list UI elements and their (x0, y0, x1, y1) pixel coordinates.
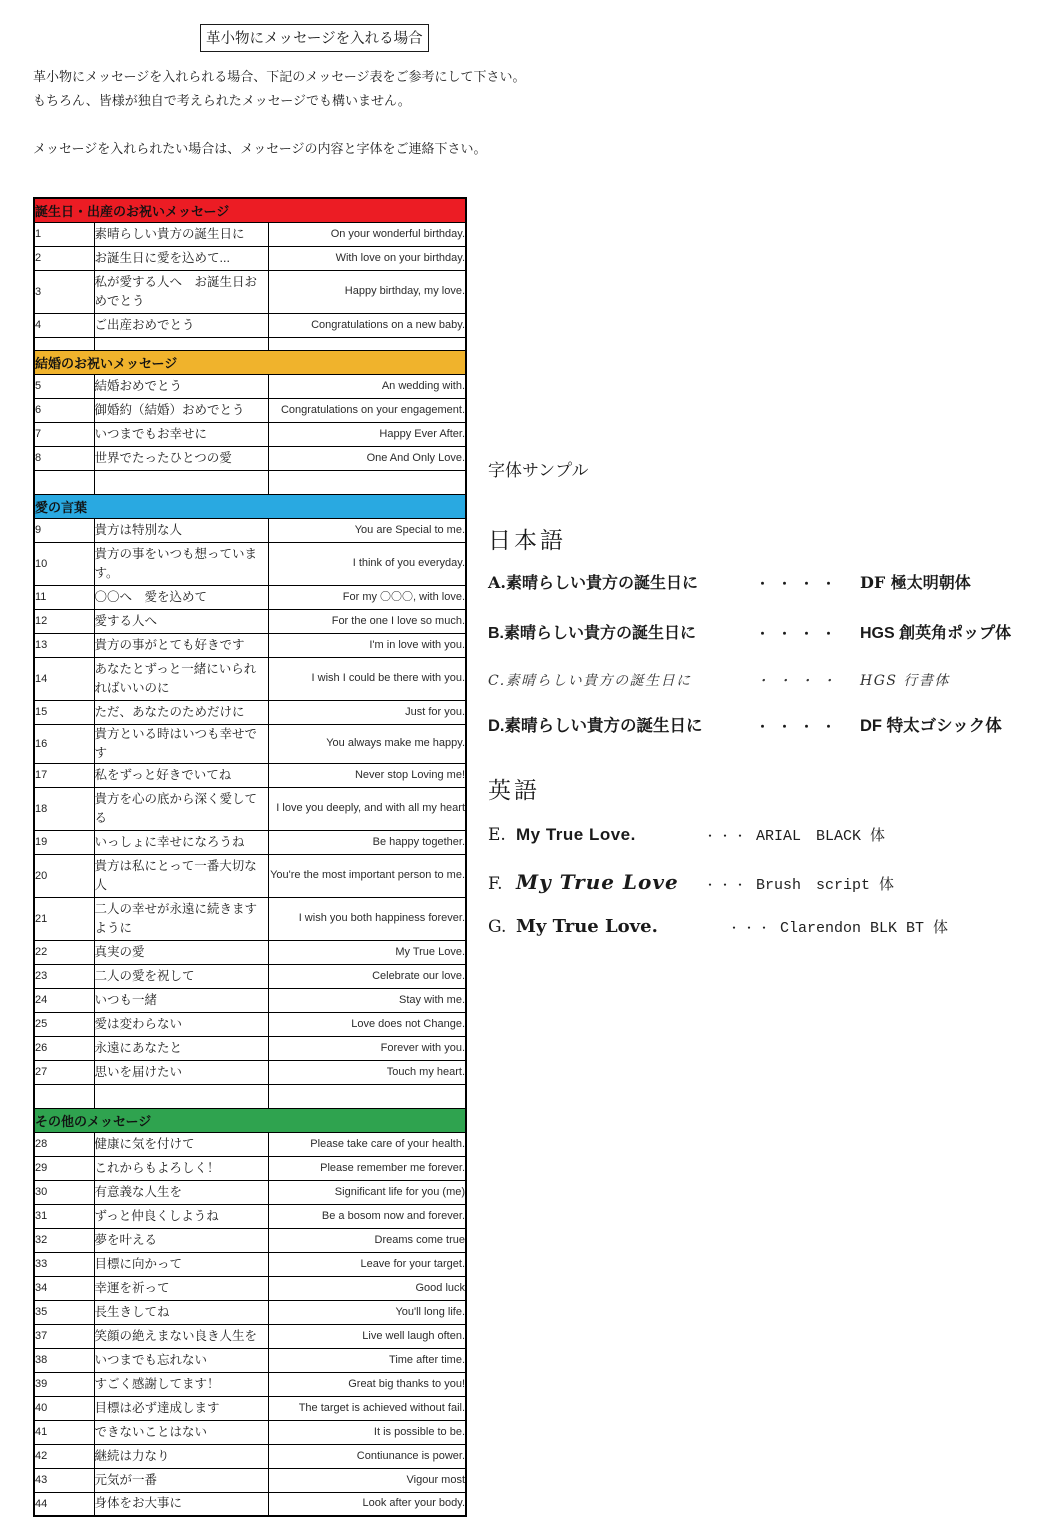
en-message-cell: Leave for your target. (268, 1252, 466, 1276)
en-message-cell: Never stop Loving me! (268, 763, 466, 787)
jp-font-sample-line (488, 620, 1011, 643)
en-message-cell: I wish I could be there with you. (268, 657, 466, 700)
row-number-cell: 18 (34, 787, 94, 830)
row-number-cell: 32 (34, 1228, 94, 1252)
row-number-cell: 23 (34, 964, 94, 988)
message-table (33, 197, 467, 1517)
en-message-cell: Great big thanks to you! (268, 1372, 466, 1396)
jp-message-cell: 愛は変わらない (94, 1012, 268, 1036)
row-number-cell: 30 (34, 1180, 94, 1204)
en-message-cell: I wish you both happiness forever. (268, 897, 466, 940)
en-message-cell: Celebrate our love. (268, 964, 466, 988)
table-row (34, 1492, 466, 1516)
jp-message-cell: 有意義な人生を (94, 1180, 268, 1204)
table-row (34, 1300, 466, 1324)
en-message-cell: Touch my heart. (268, 1060, 466, 1084)
en-message-cell (268, 470, 466, 494)
row-number-cell: 31 (34, 1204, 94, 1228)
row-number-cell: 17 (34, 763, 94, 787)
jp-message-cell: 目標に向かって (94, 1252, 268, 1276)
table-row (34, 609, 466, 633)
intro-gap (33, 114, 633, 138)
en-message-cell: Happy Ever After. (268, 422, 466, 446)
table-row (34, 940, 466, 964)
table-row (34, 1372, 466, 1396)
en-message-cell: I think of you everyday. (268, 542, 466, 585)
empty-row (34, 337, 466, 350)
jp-message-cell: あなたとずっと一緒にいられればいいのに (94, 657, 268, 700)
en-message-cell: The target is achieved without fail. (268, 1396, 466, 1420)
table-row (34, 988, 466, 1012)
jp-message-cell: 笑顔の絶えまない良き人生を (94, 1324, 268, 1348)
intro-line-2: もちろん、皆様が独自で考えられたメッセージでも構いません。 (33, 94, 411, 109)
en-message-cell: Just for you. (268, 700, 466, 724)
row-number-cell: 14 (34, 657, 94, 700)
jp-message-cell: 〇〇へ 愛を込めて (94, 585, 268, 609)
en-message-cell: Happy birthday, my love. (268, 270, 466, 313)
intro-line-1: 革小物にメッセージを入れられる場合、下記のメッセージ表をご参考にして下さい。 (33, 70, 526, 85)
table-row (34, 1228, 466, 1252)
table-row (34, 1204, 466, 1228)
sample-letter: G. (488, 917, 507, 937)
table-row (34, 374, 466, 398)
row-number-cell: 44 (34, 1492, 94, 1516)
jp-message-cell: 夢を叶える (94, 1228, 268, 1252)
section-header-label: その他のメッセージ (34, 1108, 466, 1132)
dots-separator: ・・・・ (756, 719, 845, 734)
section-header-row (34, 198, 466, 222)
table-row (34, 964, 466, 988)
jp-message-cell: 幸運を祈って (94, 1276, 268, 1300)
en-message-cell: Congratulations on your engagement. (268, 398, 466, 422)
sample-font-name: Clarendon BLK BT 体 (780, 920, 949, 937)
en-message-cell: On your wonderful birthday. (268, 222, 466, 246)
section-header-row (34, 494, 466, 518)
en-message-cell: I love you deeply, and with all my heart (268, 787, 466, 830)
section-header-row (34, 350, 466, 374)
row-number-cell: 33 (34, 1252, 94, 1276)
table-row (34, 1420, 466, 1444)
dots-separator: ・・・・ (756, 626, 845, 641)
en-message-cell: Be a bosom now and forever. (268, 1204, 466, 1228)
section-header-label: 結婚のお祝いメッセージ (34, 350, 466, 374)
font-samples-title: 字体サンプル (488, 461, 589, 481)
row-number-cell: 10 (34, 542, 94, 585)
jp-message-cell: 永遠にあなたと (94, 1036, 268, 1060)
en-message-cell: Significant life for you (me) (268, 1180, 466, 1204)
english-samples-heading: 英語 (488, 778, 540, 804)
row-number-cell: 41 (34, 1420, 94, 1444)
jp-message-cell (94, 470, 268, 494)
row-number-cell: 42 (34, 1444, 94, 1468)
en-message-cell: Time after time. (268, 1348, 466, 1372)
row-number-cell: 35 (34, 1300, 94, 1324)
en-message-cell: Live well laugh often. (268, 1324, 466, 1348)
jp-message-cell: 貴方といる時はいつも幸せです (94, 724, 268, 763)
row-number-cell (34, 337, 94, 350)
table-row (34, 657, 466, 700)
jp-message-cell: すごく感謝してます！ (94, 1372, 268, 1396)
en-message-cell: With love on your birthday. (268, 246, 466, 270)
table-row (34, 633, 466, 657)
section-header-row (34, 1108, 466, 1132)
row-number-cell: 4 (34, 313, 94, 337)
row-number-cell: 2 (34, 246, 94, 270)
table-row (34, 1252, 466, 1276)
en-message-cell: One And Only Love. (268, 446, 466, 470)
en-message-cell: Vigour most (268, 1468, 466, 1492)
table-row (34, 1180, 466, 1204)
jp-message-cell: いつまでもお幸せに (94, 422, 268, 446)
row-number-cell: 29 (34, 1156, 94, 1180)
en-message-cell: Love does not Change. (268, 1012, 466, 1036)
jp-message-cell: 真実の愛 (94, 940, 268, 964)
en-message-cell: Stay with me. (268, 988, 466, 1012)
en-message-cell: You always make me happy. (268, 724, 466, 763)
en-message-cell: For the one I love so much. (268, 609, 466, 633)
en-message-cell: An wedding with. (268, 374, 466, 398)
sample-text: My True Love. (516, 916, 658, 937)
jp-message-cell: 貴方を心の底から深く愛してる (94, 787, 268, 830)
sample-text: D.素晴らしい貴方の誕生日に (488, 717, 703, 735)
intro-line-3: メッセージを入れられたい場合は、メッセージの内容と字体をご連絡下さい。 (33, 142, 487, 157)
en-message-cell: You're the most important person to me. (268, 854, 466, 897)
table-row (34, 1276, 466, 1300)
dots-separator: ・・・ (704, 878, 750, 892)
table-row (34, 1444, 466, 1468)
sample-font-name: DF 特太ゴシック体 (860, 717, 1002, 735)
table-row (34, 1132, 466, 1156)
row-number-cell: 39 (34, 1372, 94, 1396)
row-number-cell: 34 (34, 1276, 94, 1300)
jp-message-cell: 私が愛する人へ お誕生日おめでとう (94, 270, 268, 313)
row-number-cell: 38 (34, 1348, 94, 1372)
jp-message-cell: いっしょに幸せになろうね (94, 830, 268, 854)
japanese-samples-heading: 日本語 (488, 528, 566, 554)
row-number-cell: 9 (34, 518, 94, 542)
jp-font-sample-line (488, 570, 971, 593)
jp-message-cell: 継続は力なり (94, 1444, 268, 1468)
row-number-cell: 13 (34, 633, 94, 657)
jp-message-cell: 長生きしてね (94, 1300, 268, 1324)
jp-message-cell: これからもよろしく！ (94, 1156, 268, 1180)
row-number-cell: 7 (34, 422, 94, 446)
row-number-cell: 26 (34, 1036, 94, 1060)
row-number-cell: 8 (34, 446, 94, 470)
en-message-cell: Dreams come true (268, 1228, 466, 1252)
jp-font-sample-line (488, 712, 1002, 736)
row-number-cell: 22 (34, 940, 94, 964)
row-number-cell: 3 (34, 270, 94, 313)
en-message-cell: Look after your body. (268, 1492, 466, 1516)
sample-letter: E. (488, 825, 506, 845)
table-row (34, 1156, 466, 1180)
table-row (34, 830, 466, 854)
table-row (34, 897, 466, 940)
row-number-cell (34, 470, 94, 494)
sample-text: My True Love. (516, 825, 636, 844)
table-row (34, 446, 466, 470)
en-font-sample-line (488, 870, 894, 894)
en-message-cell: Please remember me forever. (268, 1156, 466, 1180)
dots-separator: ・・・・ (756, 674, 845, 689)
en-message-cell: Be happy together. (268, 830, 466, 854)
table-row (34, 700, 466, 724)
jp-message-cell: ただ、あなたのためだけに (94, 700, 268, 724)
row-number-cell (34, 1084, 94, 1108)
en-message-cell (268, 1084, 466, 1108)
empty-row (34, 470, 466, 494)
jp-message-cell: 身体をお大事に (94, 1492, 268, 1516)
en-message-cell (268, 337, 466, 350)
jp-message-cell: 二人の愛を祝して (94, 964, 268, 988)
sample-letter: F. (488, 874, 503, 894)
jp-message-cell: 二人の幸せが永遠に続きますように (94, 897, 268, 940)
row-number-cell: 25 (34, 1012, 94, 1036)
jp-message-cell: いつまでも忘れない (94, 1348, 268, 1372)
en-font-sample-line (488, 916, 948, 937)
sample-text: C.素晴らしい貴方の誕生日に (488, 673, 692, 689)
jp-message-cell: 元気が一番 (94, 1468, 268, 1492)
table-row (34, 313, 466, 337)
jp-message-cell: 御婚約（結婚）おめでとう (94, 398, 268, 422)
row-number-cell: 43 (34, 1468, 94, 1492)
row-number-cell: 21 (34, 897, 94, 940)
row-number-cell: 27 (34, 1060, 94, 1084)
row-number-cell: 20 (34, 854, 94, 897)
table-row (34, 787, 466, 830)
jp-message-cell: 貴方は特別な人 (94, 518, 268, 542)
en-message-cell: Forever with you. (268, 1036, 466, 1060)
jp-message-cell: 愛する人へ (94, 609, 268, 633)
jp-message-cell: 結婚おめでとう (94, 374, 268, 398)
sample-text: A.素晴らしい貴方の誕生日に (488, 573, 698, 592)
en-message-cell: For my 〇〇〇, with love. (268, 585, 466, 609)
row-number-cell: 6 (34, 398, 94, 422)
table-row (34, 222, 466, 246)
jp-message-cell: 思いを届けたい (94, 1060, 268, 1084)
sample-font-name: DF 極太明朝体 (860, 573, 971, 592)
jp-message-cell: ずっと仲良くしようね (94, 1204, 268, 1228)
sample-font-name: Brush script 体 (756, 877, 895, 894)
row-number-cell: 37 (34, 1324, 94, 1348)
jp-message-cell: 貴方は私にとって一番大切な人 (94, 854, 268, 897)
table-row (34, 398, 466, 422)
jp-font-sample-line (488, 670, 950, 690)
table-row (34, 270, 466, 313)
sample-font-name: ARIAL BLACK 体 (756, 828, 886, 845)
en-message-cell: Good luck (268, 1276, 466, 1300)
en-message-cell: It is possible to be. (268, 1420, 466, 1444)
table-row (34, 1012, 466, 1036)
jp-message-cell: 貴方の事がとても好きです (94, 633, 268, 657)
jp-message-cell: 目標は必ず達成します (94, 1396, 268, 1420)
intro-text (33, 66, 633, 162)
jp-message-cell: 素晴らしい貴方の誕生日に (94, 222, 268, 246)
en-message-cell: Please take care of your health. (268, 1132, 466, 1156)
sample-font-name: HGS 行書体 (860, 673, 950, 689)
sample-text: My True Love (516, 870, 679, 894)
jp-message-cell (94, 337, 268, 350)
en-message-cell: Congratulations on a new baby. (268, 313, 466, 337)
row-number-cell: 12 (34, 609, 94, 633)
table-row (34, 1348, 466, 1372)
dots-separator: ・・・ (704, 829, 750, 843)
sample-font-name: HGS 創英角ポップ体 (860, 625, 1012, 642)
row-number-cell: 15 (34, 700, 94, 724)
table-row (34, 422, 466, 446)
jp-message-cell: 私をずっと好きでいてね (94, 763, 268, 787)
sample-text: B.素晴らしい貴方の誕生日に (488, 625, 697, 642)
table-row (34, 585, 466, 609)
jp-message-cell: できないことはない (94, 1420, 268, 1444)
table-row (34, 763, 466, 787)
jp-message-cell: お誕生日に愛を込めて... (94, 246, 268, 270)
dots-separator: ・・・ (728, 921, 774, 935)
jp-message-cell: ご出産おめでとう (94, 313, 268, 337)
en-message-cell: My True Love. (268, 940, 466, 964)
jp-message-cell: 健康に気を付けて (94, 1132, 268, 1156)
row-number-cell: 19 (34, 830, 94, 854)
table-row (34, 246, 466, 270)
row-number-cell: 24 (34, 988, 94, 1012)
table-row (34, 1468, 466, 1492)
dots-separator: ・・・・ (756, 577, 845, 592)
section-header-label: 愛の言葉 (34, 494, 466, 518)
en-message-cell: You are Special to me. (268, 518, 466, 542)
table-row (34, 724, 466, 763)
row-number-cell: 11 (34, 585, 94, 609)
page-title: 革小物にメッセージを入れる場合 (200, 24, 429, 52)
table-row (34, 542, 466, 585)
jp-message-cell: いつも一緒 (94, 988, 268, 1012)
jp-message-cell: 貴方の事をいつも想っています。 (94, 542, 268, 585)
font-samples-panel (488, 450, 1053, 990)
table-row (34, 1036, 466, 1060)
row-number-cell: 28 (34, 1132, 94, 1156)
en-message-cell: Contiunance is power. (268, 1444, 466, 1468)
en-message-cell: I'm in love with you. (268, 633, 466, 657)
en-message-cell: You'll long life. (268, 1300, 466, 1324)
table-row (34, 1324, 466, 1348)
row-number-cell: 1 (34, 222, 94, 246)
table-row (34, 518, 466, 542)
row-number-cell: 5 (34, 374, 94, 398)
table-row (34, 1060, 466, 1084)
row-number-cell: 40 (34, 1396, 94, 1420)
row-number-cell: 16 (34, 724, 94, 763)
empty-row (34, 1084, 466, 1108)
section-header-label: 誕生日・出産のお祝いメッセージ (34, 198, 466, 222)
table-row (34, 1396, 466, 1420)
en-font-sample-line (488, 824, 885, 845)
jp-message-cell: 世界でたったひとつの愛 (94, 446, 268, 470)
table-row (34, 854, 466, 897)
jp-message-cell (94, 1084, 268, 1108)
